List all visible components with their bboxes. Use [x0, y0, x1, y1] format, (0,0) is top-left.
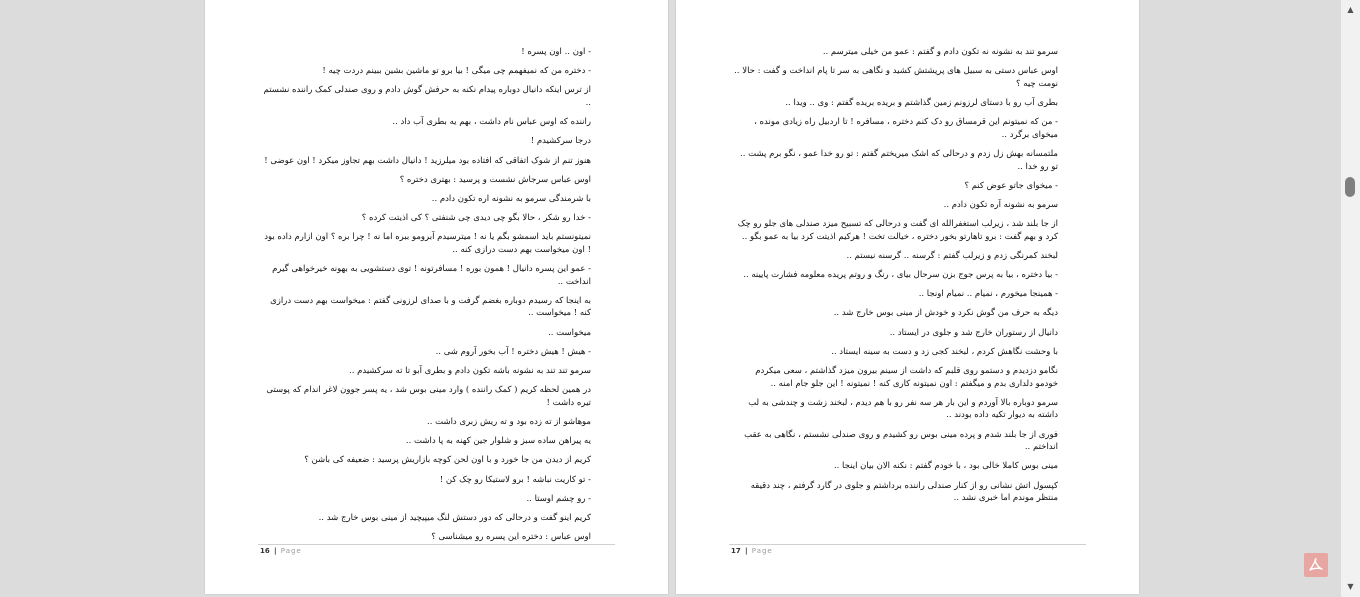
- text-line: ملتمسانه بهش زل زدم و درحالی که اشک میریختم گفتم : تو رو خدا عمو ، نگو برم پشت .. تو رو خدا ..: [740, 148, 1058, 172]
- text-line: کریم از دیدن من جا خورد و با اون لحن کوچه بازاریش پرسید : ضعیفه کی باشن ؟: [304, 455, 591, 466]
- text-line: - تو کاریت نباشه ! برو لاستیکا رو چک کن !: [439, 474, 591, 485]
- vertical-scrollbar[interactable]: [1341, 0, 1360, 597]
- text-line: کپسول اتش نشانی رو از کنار صندلی راننده برداشتم و جلوی در گارد گرفتم ، چند دقیقه منتظر موندم اما خبری نشد ..: [750, 480, 1058, 504]
- text-line: لبخند کمرنگی زدم و زیرلب گفتم : گرسنه .. گرسنه نیستم ..: [846, 250, 1058, 261]
- scroll-thumb[interactable]: [1345, 177, 1355, 197]
- scroll-down-button[interactable]: [1341, 577, 1360, 597]
- page-footer: [731, 547, 773, 555]
- text-line: سرمو به نشونه آره تکون دادم ..: [943, 199, 1058, 210]
- footer-divider: [729, 544, 1086, 545]
- footer-separator: |: [273, 547, 277, 555]
- text-line: دانیال از رستوران خارج شد و جلوی در ایستاد ..: [889, 327, 1058, 338]
- triangle-up-icon: ▲: [1347, 5, 1354, 14]
- text-line: میخواست ..: [548, 327, 591, 338]
- text-line: بطری آب رو با دستای لرزونم زمین گذاشتم و بریده بریده گفتم : وی .. ویدا ..: [785, 97, 1058, 108]
- page-17: [676, 0, 1139, 594]
- page-number: 16: [260, 547, 270, 555]
- text-line: - همینجا میخورم ، نمیام .. نمیام اونجا ..: [918, 289, 1058, 300]
- text-line: - بیا دختره ، بیا به پرس جوج بزن سرحال بیای ، رنگ و روتم پریده معلومه فشارت پایینه ..: [743, 270, 1058, 281]
- text-line: دیگه به حرف من گوش نکرد و خودش از مینی بوس خارج شد ..: [833, 308, 1058, 319]
- footer-divider: [258, 544, 615, 545]
- page-number: 17: [731, 547, 741, 555]
- text-line: - اون .. اون پسره !: [521, 47, 591, 57]
- text-line: سرمو تند تند به نشونه باشه تکون دادم و بطری آبو تا ته سرکشیدم ..: [349, 366, 591, 376]
- text-line: از جا بلند شد ، زیرلب استغفرالله ای گفت و درحالی که تسبیح میزد صندلی های جلو رو چک کرد و بهم گفت : برو تاهارتو بخور دختره ، خیالت تخت ! هرکیم اذیتت کرد بیا به عمو بگو ..: [737, 219, 1058, 242]
- text-line: - عمو این پسره دانیال ! همون بوره ! مسافرتونه ! توی دستشویی به بهونه خیرخواهی گیرم انداخت ..: [272, 264, 591, 287]
- text-line: از ترس اینکه دانیال دوباره پیدام نکنه به حرفش گوش دادم و روی صندلی کمک راننده نشستم ..: [263, 85, 591, 108]
- page-label: Page: [751, 547, 773, 555]
- page-16-text: [263, 46, 591, 550]
- page-16: [205, 0, 668, 594]
- text-line: فوری از جا بلند شدم و پرده مینی بوس رو کشیدم و روی صندلی نشستم ، نگاهی به عقب انداختم ..: [744, 429, 1058, 453]
- text-line: - هیش ! هیش دختره ! آب بخور آروم شی ..: [435, 346, 591, 357]
- text-line: - رو چشم اوستا ..: [526, 493, 591, 504]
- text-line: کریم اینو گفت و درحالی که دور دستش لنگ میپیچید از مینی بوس خارج شد ..: [318, 512, 591, 523]
- text-line: - دختره من که نمیفهمم چی میگی ! بیا برو تو ماشین بشین ببینم دردت چیه !: [322, 66, 591, 77]
- text-line: هنوز تنم از شوک اتفاقی که افتاده بود میلرزید ! دانیال داشت بهم تجاوز میکرد ! اون عوضی !: [264, 155, 591, 166]
- text-line: مینی بوس کاملا خالی بود ، با خودم گفتم : نکنه الان بیان اینجا ..: [833, 461, 1058, 472]
- text-line: اوس عباس : دختره این پسره رو میشناسی ؟: [431, 532, 591, 543]
- text-line: اوس عباس دستی به سبیل های پرپشتش کشید و نگاهی به سر تا پام انداخت و گفت : حالا .. نومت چیه ؟: [734, 66, 1058, 89]
- page-17-text: [734, 46, 1058, 511]
- scroll-up-button[interactable]: [1341, 0, 1360, 20]
- text-line: - خدا رو شکر ، حالا بگو چی دیدی چی شنفتی ؟ کی اذیتت کرده ؟: [361, 213, 591, 224]
- text-line: درجا سرکشیدم !: [530, 136, 591, 147]
- text-line: با وحشت نگاهش کردم ، لبخند کجی زد و دست به سینه ایستاد ..: [831, 346, 1058, 357]
- footer-separator: |: [744, 547, 748, 555]
- text-line: - من که نمیتونم این قرمساق رو دک کنم دختره ، مسافره ! تا اردبیل راه زیادی مونده ، میخوای برگرد ..: [754, 117, 1058, 140]
- text-line: در همین لحظه کریم ( کمک راننده ) وارد مینی بوس شد ، یه پسر جوون لاغر اندام که پوستی تیره داشت !: [266, 385, 591, 408]
- text-line: نگامو دزدیدم و دستمو روی قلبم که داشت از سینم بیرون میزد گذاشتم ، سعی میکردم خودمو دلداری بدم و میگفتم : اون نمیتونه کاری کنه ! نمیتونه ! این جلو جام امنه ..: [755, 366, 1058, 389]
- page-footer: [260, 547, 302, 555]
- text-line: - میخوای جاتو عوض کنم ؟: [964, 180, 1058, 191]
- text-line: سرمو تند به نشونه نه تکون دادم و گفتم : عمو من خیلی میترسم ..: [822, 47, 1058, 57]
- text-line: موهاشو از ته زده بود و ته ریش زبری داشت ..: [427, 416, 591, 427]
- triangle-down-icon: ▼: [1347, 582, 1354, 591]
- text-line: اوس عباس سرجاش نشست و پرسید : بهتری دختره ؟: [399, 174, 591, 185]
- text-line: نمیتونستم باید اسمشو بگم یا نه ! میترسیدم آبرومو ببره اما نه ! چرا بره ؟ اون ازارم داده بود ! اون میخواست بهم دست درازی کنه ..: [264, 232, 591, 255]
- text-line: راننده که اوس عباس نام داشت ، بهم یه بطری آب داد ..: [392, 117, 591, 128]
- text-line: یه پیراهن ساده سبز و شلوار جین کهنه به پا داشت ..: [405, 436, 591, 447]
- acrobat-logo-shape: [1308, 557, 1324, 573]
- text-line: به اینجا که رسیدم دوباره بغضم گرفت و با صدای لرزونی گفتم : میخواست بهم دست درازی کنه ! میخواست ..: [270, 295, 591, 319]
- text-line: با شرمندگی سرمو به نشونه اره تکون دادم ..: [431, 193, 591, 204]
- page-label: Page: [280, 547, 302, 555]
- acrobat-pdf-icon[interactable]: [1304, 553, 1328, 577]
- text-line: سرمو دوباره بالا آوردم و این بار هر سه نفر رو با هم دیدم ، لبخند زشت و چندشی به لب داشته به دیوار تکیه داده بودند ..: [748, 397, 1058, 421]
